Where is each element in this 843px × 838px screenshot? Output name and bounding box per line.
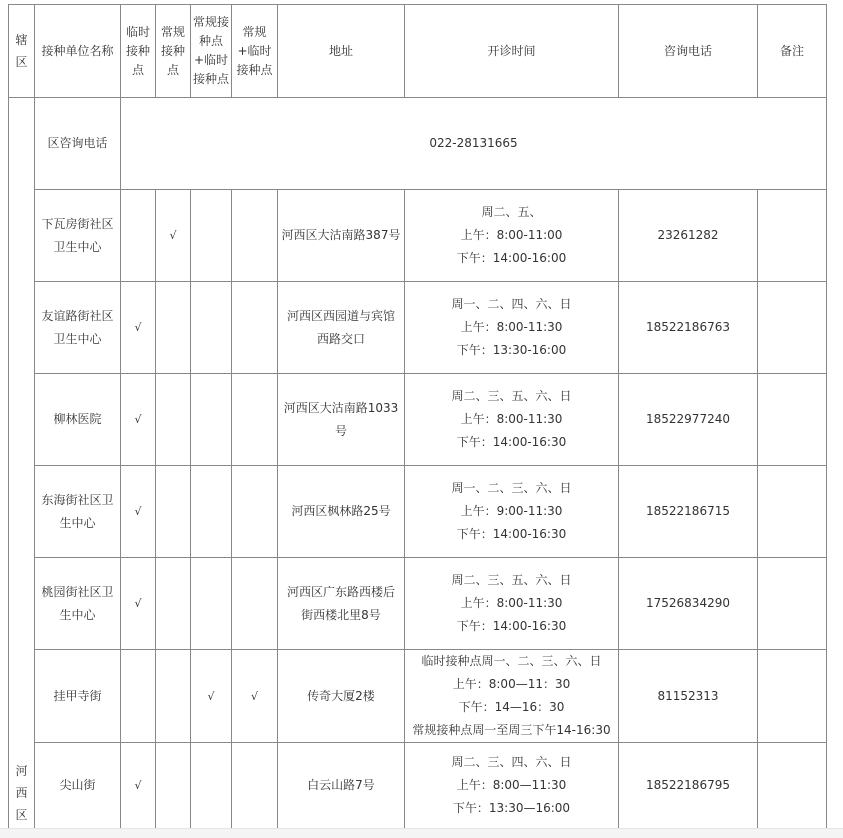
site-remarks (758, 743, 827, 829)
site-name-line: 柳林医院 (53, 412, 102, 426)
header-row (9, 5, 827, 98)
regular-plus-temp-mark: √ (191, 650, 232, 743)
site-address-line: 西路交口 (316, 331, 365, 346)
site-row (9, 466, 827, 558)
temp-mark: √ (121, 282, 156, 374)
header-unit: 接种单位名称 (35, 5, 121, 98)
site-hours-line: 上午：8:00—11:30 (456, 778, 567, 792)
site-row (9, 282, 827, 374)
regular-plus-temp-2-mark: √ (232, 650, 278, 743)
regular-mark (156, 743, 191, 829)
regular-plus-temp-2-mark (232, 743, 278, 829)
site-phone: 18522186763 (619, 282, 758, 374)
header-regular: 常规接种点 (156, 5, 191, 98)
site-hours (405, 650, 619, 743)
header-phone: 咨询电话 (619, 5, 758, 98)
site-name-line: 卫生中心 (53, 331, 102, 346)
site-hours-line: 周二、五、 (481, 205, 542, 219)
site-address (278, 650, 405, 743)
header-regular-plus-temp-2: 常规+临时接种点 (232, 5, 278, 98)
site-address-line: 街西楼北里8号 (301, 607, 381, 622)
temp-mark: √ (121, 374, 156, 466)
site-hours-line: 上午：8:00-11:30 (460, 320, 563, 334)
site-phone: 18522186795 (619, 743, 758, 829)
site-hours-line: 上午：8:00-11:00 (460, 228, 563, 242)
hotline-label: 区咨询电话 (35, 98, 121, 190)
site-name-line: 友谊路街社区 (41, 308, 114, 323)
district-char: 区 (15, 808, 28, 822)
site-hours-line: 周二、三、五、六、日 (451, 573, 572, 587)
site-hours-line: 下午：14:00-16:30 (456, 435, 567, 449)
temp-mark (121, 190, 156, 282)
regular-plus-temp-2-mark (232, 190, 278, 282)
regular-plus-temp-mark (191, 282, 232, 374)
site-hours-line: 上午：8:00-11:30 (460, 412, 563, 426)
site-hours-line: 上午：8:00-11:30 (460, 596, 563, 610)
district-cell (9, 98, 35, 829)
regular-plus-temp-mark (191, 743, 232, 829)
site-name-line: 桃园街社区卫 (41, 584, 114, 599)
site-address-line: 河西区大沽南路1033 (283, 400, 399, 415)
site-name-line: 卫生中心 (53, 239, 102, 254)
regular-plus-temp-mark (191, 558, 232, 650)
site-hours-line: 上午：8:00—11：30 (452, 677, 571, 691)
regular-mark (156, 282, 191, 374)
regular-plus-temp-2-mark (232, 466, 278, 558)
site-hours-line: 周二、三、五、六、日 (451, 389, 572, 403)
district-char: 河 (15, 764, 28, 778)
site-name (35, 466, 121, 558)
regular-mark (156, 466, 191, 558)
temp-mark (121, 650, 156, 743)
site-remarks (758, 650, 827, 743)
district-char: 西 (15, 786, 28, 800)
regular-mark: √ (156, 190, 191, 282)
site-hours (405, 466, 619, 558)
site-address-line: 河西区西园道与宾馆 (286, 308, 395, 323)
regular-plus-temp-mark (191, 466, 232, 558)
site-name-line: 挂甲寺街 (53, 688, 102, 703)
regular-mark (156, 650, 191, 743)
header-remarks: 备注 (758, 5, 827, 98)
regular-mark (156, 374, 191, 466)
site-row (9, 374, 827, 466)
temp-mark: √ (121, 466, 156, 558)
site-name (35, 558, 121, 650)
site-hours-line: 临时接种点周一、二、三、六、日 (421, 654, 602, 668)
site-remarks (758, 466, 827, 558)
site-name (35, 282, 121, 374)
site-hours (405, 558, 619, 650)
header-regular-plus-temp: 常规接种点+临时接种点 (191, 5, 232, 98)
site-hours-line: 下午：13:30—16:00 (452, 801, 571, 815)
site-hours (405, 190, 619, 282)
site-address (278, 558, 405, 650)
site-remarks (758, 190, 827, 282)
site-address-line: 传奇大厦2楼 (307, 688, 375, 703)
site-hours-line: 下午：14—16：30 (458, 700, 565, 714)
regular-plus-temp-mark (191, 374, 232, 466)
site-hours-line: 常规接种点周一至周三下午14-16:30 (412, 723, 611, 737)
regular-plus-temp-2-mark (232, 558, 278, 650)
site-hours-line: 周二、三、四、六、日 (451, 755, 572, 769)
header-hours: 开诊时间 (405, 5, 619, 98)
site-hours-line: 上午：9:00-11:30 (460, 504, 563, 518)
regular-mark (156, 558, 191, 650)
site-phone: 18522977240 (619, 374, 758, 466)
site-name-line: 生中心 (59, 607, 96, 622)
hotline-row (9, 98, 827, 190)
regular-plus-temp-2-mark (232, 282, 278, 374)
site-hours-line: 周一、二、三、六、日 (451, 481, 572, 495)
site-hours-line: 下午：14:00-16:30 (456, 527, 567, 541)
site-phone: 81152313 (619, 650, 758, 743)
site-address-line: 号 (334, 423, 347, 438)
site-row (9, 743, 827, 829)
site-address (278, 282, 405, 374)
site-hours-line: 下午：13:30-16:00 (456, 343, 567, 357)
site-address (278, 374, 405, 466)
site-address-line: 河西区枫林路25号 (291, 504, 391, 518)
site-address-line: 河西区大沽南路387号 (281, 228, 401, 242)
site-address (278, 466, 405, 558)
site-row (9, 190, 827, 282)
regular-plus-temp-mark (191, 190, 232, 282)
hotline-value: 022-28131665 (121, 98, 827, 190)
site-row (9, 650, 827, 743)
site-address (278, 743, 405, 829)
header-address: 地址 (278, 5, 405, 98)
site-hours (405, 743, 619, 829)
regular-plus-temp-2-mark (232, 374, 278, 466)
header-temp: 临时接种点 (121, 5, 156, 98)
site-phone: 23261282 (619, 190, 758, 282)
temp-mark: √ (121, 558, 156, 650)
site-name (35, 650, 121, 743)
site-remarks (758, 282, 827, 374)
site-address (278, 190, 405, 282)
site-name (35, 374, 121, 466)
vaccination-sites-table (8, 4, 827, 829)
site-hours-line: 周一、二、四、六、日 (451, 297, 572, 311)
site-name-line: 东海街社区卫 (41, 492, 114, 507)
temp-mark: √ (121, 743, 156, 829)
site-remarks (758, 374, 827, 466)
site-name-line: 生中心 (59, 515, 96, 530)
site-hours (405, 374, 619, 466)
site-hours (405, 282, 619, 374)
site-address-line: 河西区广东路西楼后 (286, 584, 395, 599)
site-phone: 18522186715 (619, 466, 758, 558)
site-name-line: 尖山街 (59, 778, 96, 792)
site-phone: 17526834290 (619, 558, 758, 650)
site-row (9, 558, 827, 650)
site-name (35, 190, 121, 282)
site-address-line: 白云山路7号 (307, 778, 375, 792)
site-hours-line: 下午：14:00-16:00 (456, 251, 567, 265)
site-name (35, 743, 121, 829)
site-hours-line: 下午：14:00-16:30 (456, 619, 567, 633)
site-remarks (758, 558, 827, 650)
header-district: 辖区 (9, 5, 35, 98)
site-name-line: 下瓦房街社区 (41, 216, 114, 231)
